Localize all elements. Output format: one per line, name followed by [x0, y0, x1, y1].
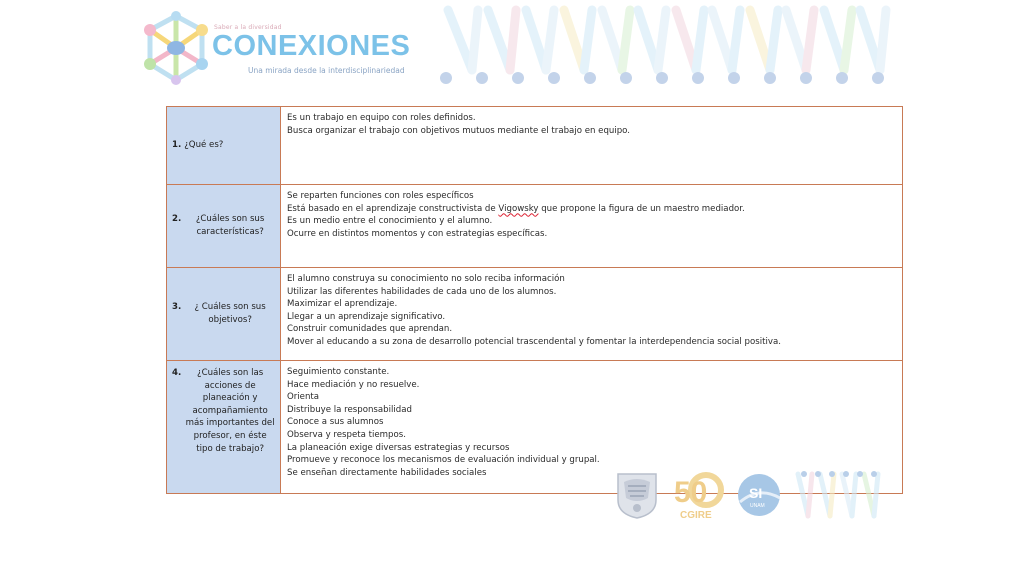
question-text: ¿Cuáles son las acciones de planeación y acompañamiento más importantes del profesor, en éste tipo de trabajo?	[185, 368, 275, 454]
si-text: SI	[749, 485, 763, 501]
question-text: ¿Cuáles son sus características?	[195, 214, 265, 237]
cgire-text: CGIRE	[680, 510, 712, 521]
question-text: ¿ Cuáles son sus objetivos?	[194, 302, 266, 325]
answer-line: Observa y respeta tiempos.	[287, 429, 406, 440]
answer-line: Maximizar el aprendizaje.	[287, 299, 398, 310]
question-number: 3.	[172, 302, 182, 313]
decorative-banner	[438, 0, 898, 92]
si-subtext: UNAM	[750, 503, 765, 509]
answer-line: Llegar a un aprendizaje significativo.	[287, 311, 446, 322]
decorative-stripes	[794, 468, 886, 522]
answer-line: Es un trabajo en equipo con roles definidos.	[287, 113, 476, 123]
answer-cell	[281, 268, 903, 361]
answer-line: El alumno construya su conocimiento no solo reciba información	[287, 274, 565, 284]
answer-line: Promueve y reconoce los mecanismos de evaluación individual y grupal.	[287, 455, 600, 466]
question-number: 4.	[172, 368, 182, 378]
question-cell	[167, 107, 281, 185]
fifty-text: 50	[674, 476, 708, 509]
question-cell	[167, 185, 281, 268]
question-cell	[167, 268, 281, 361]
question-cell	[167, 361, 281, 494]
answer-line: Está basado en el aprendizaje constructivista de Vigowsky que propone la figura de un maestro mediador.	[287, 203, 745, 214]
answer-line: Conoce a sus alumnos	[287, 417, 384, 428]
logo-subtitle: Una mirada desde la interdisciplinariedad	[248, 66, 405, 75]
answer-line: La planeación exige diversas estrategias y recursos	[287, 442, 510, 453]
answer-line: Se reparten funciones con roles específicos	[287, 191, 474, 201]
fifty-anniversary-logo-icon	[668, 468, 732, 522]
question-number: 2.	[172, 214, 182, 225]
content-table	[166, 106, 903, 494]
answer-line: Mover al educando a su zona de desarrollo potencial trascendental y fomentar la interdependencia social positiva.	[287, 336, 781, 347]
answer-line: Ocurre en distintos momentos y con estrategias específicas.	[287, 228, 548, 239]
answer-line: Es un medio entre el conocimiento y el alumno.	[287, 216, 493, 227]
logo-title: CONEXIONES	[212, 30, 411, 62]
answer-line: Utilizar las diferentes habilidades de cada uno de los alumnos.	[287, 286, 557, 297]
table-row	[167, 107, 903, 185]
conexiones-mark-icon	[140, 10, 212, 86]
answer-line: Distribuye la responsabilidad	[287, 404, 412, 415]
table-row	[167, 185, 903, 268]
table-row	[167, 268, 903, 361]
question-text: ¿Qué es?	[184, 140, 224, 151]
answer-cell	[281, 185, 903, 268]
answer-cell	[281, 107, 903, 185]
conexiones-logo	[140, 8, 420, 90]
si-unam-logo-icon	[734, 472, 784, 518]
question-number: 1.	[172, 140, 182, 151]
answer-line: Seguimiento constante.	[287, 367, 390, 377]
answer-line: Hace mediación y no resuelve.	[287, 379, 420, 390]
answer-line: Construir comunidades que aprendan.	[287, 324, 453, 335]
footer-logos	[612, 466, 892, 522]
answer-line: Busca organizar el trabajo con objetivos mutuos mediante el trabajo en equipo.	[287, 125, 631, 136]
answer-line: Orienta	[287, 392, 320, 403]
answer-line: Se enseñan directamente habilidades sociales	[287, 467, 487, 478]
unam-crest-icon	[614, 470, 660, 520]
logo-tagline: Saber a la diversidad	[214, 24, 282, 31]
spellcheck-word: Vigowsky	[498, 203, 539, 214]
